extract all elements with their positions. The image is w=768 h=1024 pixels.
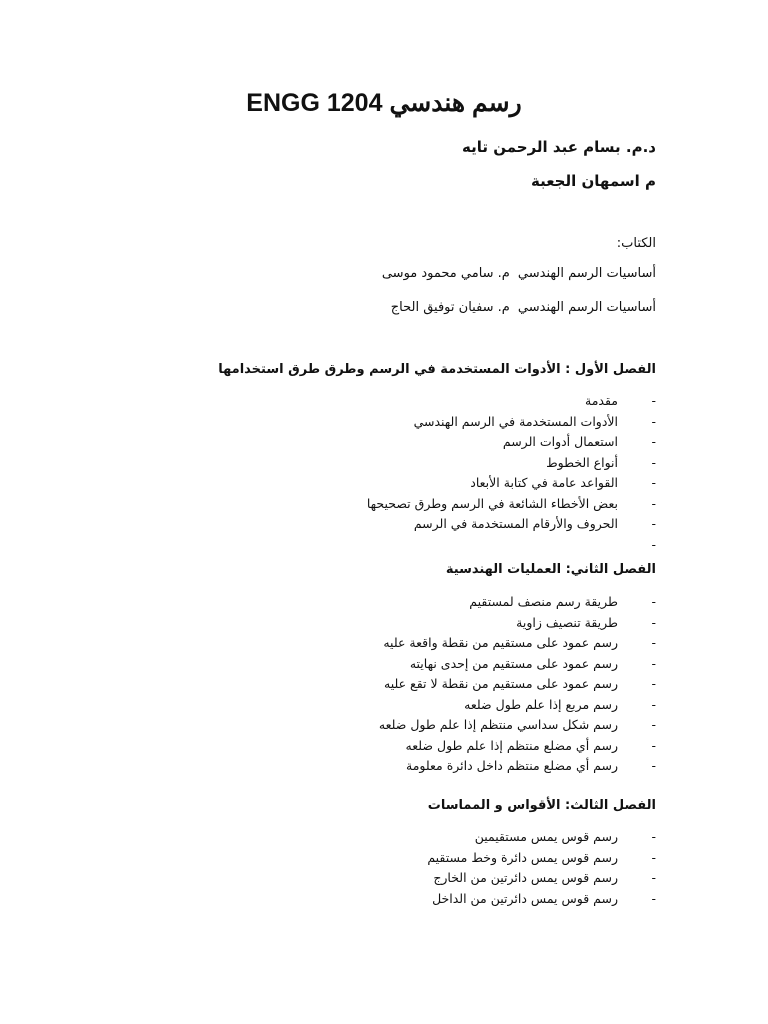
bullet-dash: - [651, 890, 656, 906]
bullet-dash: - [651, 696, 656, 712]
course-title-arabic: رسم هندسي [389, 89, 522, 117]
bullet-dash: - [651, 495, 656, 511]
bullet-dash: - [651, 516, 656, 531]
list-item: - مقدمة [367, 391, 628, 412]
book-author: م. سفيان توفيق الحاج [390, 300, 510, 315]
instructor-2: م اسمهان الجعبة [531, 172, 656, 190]
list-item: - رسم مربع إذا علم طول ضلعه [379, 695, 628, 716]
list-item: - رسم أي مضلع منتظم إذا علم طول ضلعه [379, 736, 628, 757]
list-item: - بعض الأخطاء الشائعة في الرسم وطرق تصحيحها [367, 494, 628, 515]
bullet-dash: - [651, 737, 656, 753]
bullet-dash: - [651, 413, 656, 429]
book-author: م. سامي محمود موسى [381, 266, 510, 281]
books-label: الكتاب: [616, 236, 656, 251]
list-item: - طريقة تنصيف زاوية [379, 613, 628, 634]
bullet-dash: - [651, 614, 656, 630]
chapter-2-list [378, 592, 656, 777]
instructor-1: د.م. بسام عبد الرحمن تايه [462, 138, 656, 156]
list-item: - رسم قوس يمس مستقيمين [427, 827, 628, 848]
list-item: - استعمال أدوات الرسم [367, 432, 628, 453]
chapter-3-list [427, 827, 656, 909]
course-code: ENGG 1204 [246, 89, 383, 117]
bullet-dash: - [651, 849, 656, 865]
list-item: - رسم عمود على مستقيم من إحدى نهايته [379, 654, 628, 675]
bullet-dash: - [651, 393, 656, 408]
course-title [0, 88, 768, 118]
bullet-dash: - [651, 717, 656, 732]
bullet-dash: - [651, 536, 656, 552]
book-row [391, 300, 656, 315]
list-item: - رسم شكل سداسي منتظم إذا علم طول ضلعه [379, 715, 628, 736]
list-item: - رسم قوس يمس دائرة وخط مستقيم [427, 848, 628, 869]
list-item [367, 535, 656, 556]
bullet-dash: - [651, 475, 656, 490]
list-item: - الأدوات المستخدمة في الرسم الهندسي [367, 412, 628, 433]
bullet-dash: - [651, 594, 656, 609]
list-item: - رسم قوس يمس دائرتين من الداخل [427, 889, 628, 910]
chapter-1-list [366, 391, 656, 555]
list-item: - القواعد عامة في كتابة الأبعاد [367, 473, 628, 494]
bullet-dash: - [651, 758, 656, 773]
bullet-dash: - [651, 635, 656, 650]
bullet-dash: - [651, 829, 656, 844]
bullet-dash: - [651, 434, 656, 449]
bullet-dash: - [651, 454, 656, 470]
bullet-dash: - [651, 870, 656, 885]
list-item: - رسم عمود على مستقيم من نقطة واقعة عليه [379, 633, 628, 654]
list-item: - رسم عمود على مستقيم من نقطة لا تقع عليه [379, 674, 628, 695]
list-item: - طريقة رسم منصف لمستقيم [379, 592, 628, 613]
book-title: أساسيات الرسم الهندسي [517, 300, 656, 315]
list-item: - أنواع الخطوط [367, 453, 628, 474]
list-item: - رسم قوس يمس دائرتين من الخارج [427, 868, 628, 889]
book-row [382, 266, 656, 281]
bullet-dash: - [651, 676, 656, 691]
chapter-3-heading: الفصل الثالث: الأقواس و المماسات [427, 798, 656, 813]
chapter-2-heading: الفصل الثاني: العمليات الهندسية [445, 562, 656, 577]
chapter-1-heading: الفصل الأول : الأدوات المستخدمة في الرسم وطرق طرق استخدامها [218, 362, 656, 377]
book-title: أساسيات الرسم الهندسي [517, 266, 656, 281]
list-item: - رسم أي مضلع منتظم داخل دائرة معلومة [379, 756, 628, 777]
bullet-dash: - [651, 655, 656, 671]
list-item: - الحروف والأرقام المستخدمة في الرسم [367, 514, 628, 535]
